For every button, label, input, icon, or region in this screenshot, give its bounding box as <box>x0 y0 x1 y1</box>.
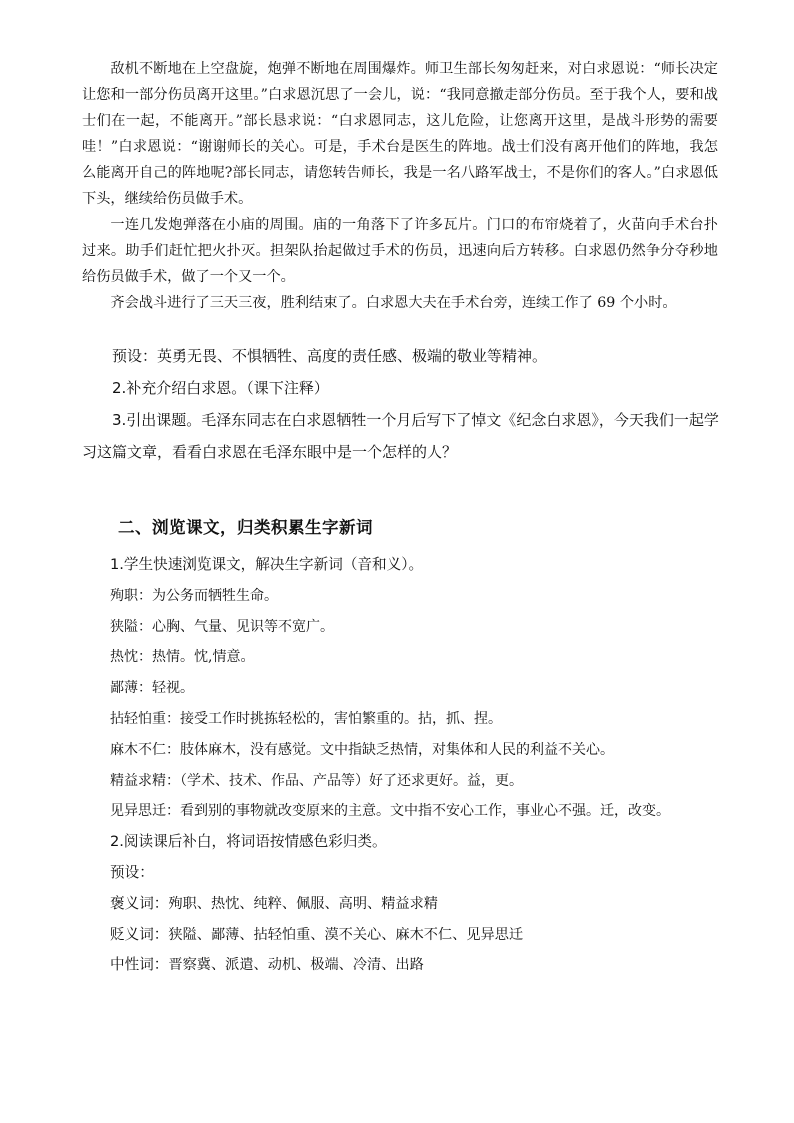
category-label: 贬义词： <box>110 925 169 943</box>
vocab-item: 鄙薄：轻视。 <box>110 680 194 697</box>
story-excerpt <box>82 56 718 316</box>
vocab-item: 麻木不仁：肢体麻木，没有感觉。文中指缺乏热情，对集体和人民的利益不关心。 <box>110 741 614 758</box>
story-paragraph: 齐会战斗进行了三天三夜，胜利结束了。白求恩大夫在手术台旁，连续工作了 69 个小时。 <box>110 295 677 311</box>
category-label: 褒义词： <box>110 894 169 912</box>
story-paragraph: 敌机不断地在上空盘旋，炮弹不断地在周围爆炸。师卫生部长匆匆赶来，对白求恩说：“师长决定让您和一部分伤员离开这里。”白求恩沉思了一会儿，说：“我同意撤走部分伤员。至于我个人，要和战士们在一起，不能离开。”部长恳求说：“白求恩同志，这儿危险，让您离开这里，是战斗形势的需要哇！”白求恩说：“谢谢师长的关心。可是，手术台是医生的阵地。战士们没有离开他们的阵地，我怎么能离开自己的阵地呢?部长同志，请您转告师长，我是一名八路军战士，不是你们的客人。”白求恩低下头，继续给伤员做手术。 <box>82 61 718 207</box>
category-row <box>110 920 730 951</box>
story-paragraph: 一连几发炮弹落在小庙的周围。庙的一角落下了许多瓦片。门口的布帘烧着了，火苗向手术台扑过来。助手们赶忙把火扑灭。担架队抬起做过手术的伤员，迅速向后方转移。白求恩仍然争分夺秒地给伤员做手术，做了一个又一个。 <box>82 217 718 285</box>
vocab-item: 拈轻怕重：接受工作时挑拣轻松的，害怕繁重的。拈，抓、捏。 <box>110 710 502 727</box>
vocab-item: 热忱：热情。忱,情意。 <box>110 649 255 666</box>
category-row <box>110 950 730 981</box>
category-words: 晋察冀、派遣、动机、极端、冷清、出路 <box>168 957 424 974</box>
lesson-step-2: 2.补充介绍白求恩。（课下注释） <box>112 379 329 397</box>
vocab-item: 殉职：为公务而牺牲生命。 <box>110 587 278 604</box>
vocab-item: 狭隘：心胸、气量、见识等不宽广。 <box>110 618 334 635</box>
category-words: 狭隘、鄙薄、拈轻怕重、漠不关心、麻木不仁、见异思迁 <box>168 926 524 943</box>
lesson-section-2 <box>110 550 730 981</box>
lesson-step-3: 3.引出课题。毛泽东同志在白求恩牺牲一个月后写下了悼文《纪念白求恩》，今天我们一起学习这篇文章，看看白求恩在毛泽东眼中是一个怎样的人？ <box>82 411 719 461</box>
preset-label: 预设： <box>110 863 154 881</box>
category-words: 殉职、热忱、纯粹、佩服、高明、精益求精 <box>168 895 438 912</box>
lesson-step-1: 1.学生快速浏览课文，解决生字新词（音和义）。 <box>110 556 424 573</box>
vocab-item: 精益求精：（学术、技术、作品、产品等）好了还求更好。益，更。 <box>110 772 523 789</box>
lesson-section-1 <box>82 340 722 468</box>
lesson-step-2b: 2.阅读课后补白，将词语按情感色彩归类。 <box>110 833 387 851</box>
vocab-item: 见异思迁：看到别的事物就改变原来的主意。文中指不安心工作，事业心不强。迁，改变。 <box>110 803 670 820</box>
preset-answer: 预设：英勇无畏、不惧牺牲、高度的责任感、极端的敬业等精神。 <box>112 347 548 365</box>
category-row <box>110 889 730 920</box>
category-label: 中性词： <box>110 956 169 974</box>
section-heading: 二、浏览课文，归类积累生字新词 <box>118 518 373 537</box>
